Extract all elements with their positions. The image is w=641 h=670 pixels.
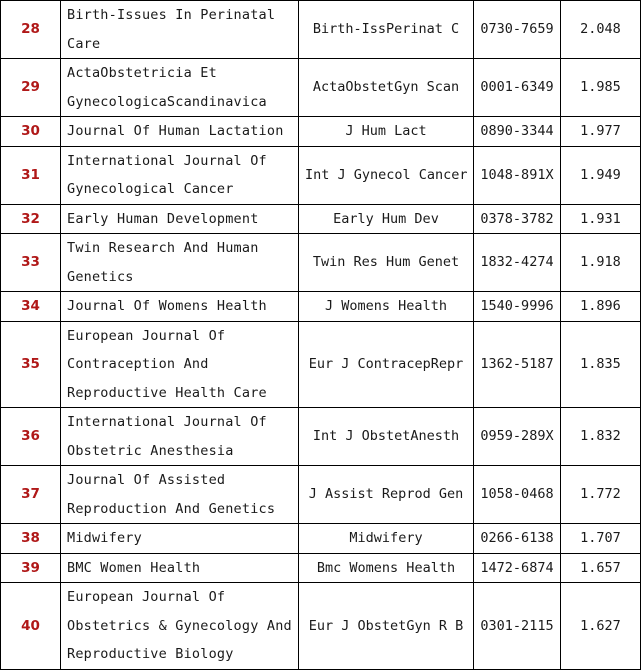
journal-title-text: International Journal Of Obstetric Anesthesia: [67, 414, 267, 459]
issn-cell: 0730-7659: [474, 1, 561, 59]
rank-cell: 31: [1, 146, 61, 204]
table-row: [1, 1, 641, 59]
journal-title-cell: [61, 466, 299, 524]
journal-title-text: Early Human Development: [67, 210, 259, 227]
abbreviation-cell: Int J ObstetAnesth: [299, 408, 474, 466]
issn-cell: 1362-5187: [474, 321, 561, 408]
journal-title-text: ActaObstetricia Et GynecologicaScandinavica: [67, 65, 267, 110]
abbreviation-cell: J Womens Health: [299, 292, 474, 322]
rank-cell: 34: [1, 292, 61, 322]
impact-factor-cell: 1.657: [561, 553, 641, 583]
table-body: [1, 1, 641, 670]
journal-title-text: BMC Women Health: [67, 559, 201, 576]
issn-cell: 1832-4274: [474, 234, 561, 292]
table-row: [1, 583, 641, 670]
impact-factor-cell: 1.627: [561, 583, 641, 670]
table-row: [1, 408, 641, 466]
table-row: [1, 553, 641, 583]
rank-cell: 38: [1, 524, 61, 554]
journal-title-cell: [61, 146, 299, 204]
rank-cell: 30: [1, 117, 61, 147]
abbreviation-cell: Eur J ContracepRepr: [299, 321, 474, 408]
rank-cell: 36: [1, 408, 61, 466]
table-row: [1, 146, 641, 204]
table-row: [1, 234, 641, 292]
impact-factor-cell: 1.977: [561, 117, 641, 147]
abbreviation-cell: Twin Res Hum Genet: [299, 234, 474, 292]
journal-title-cell: [61, 321, 299, 408]
table-row: [1, 524, 641, 554]
rank-cell: 28: [1, 1, 61, 59]
journal-title-text: Journal Of Womens Health: [67, 298, 267, 314]
journal-title-cell: [61, 234, 299, 292]
table-row: [1, 204, 641, 234]
issn-cell: 1048-891X: [474, 146, 561, 204]
rank-cell: 29: [1, 59, 61, 117]
impact-factor-cell: 1.832: [561, 408, 641, 466]
journal-title-text: Twin Research And Human Genetics: [67, 240, 259, 285]
journal-title-text: Journal Of Assisted Reproduction And Genetics: [67, 472, 276, 517]
journal-title-text: Midwifery: [67, 530, 142, 546]
impact-factor-cell: 1.707: [561, 524, 641, 554]
issn-cell: 1540-9996: [474, 292, 561, 322]
table-row: [1, 466, 641, 524]
journal-title-cell: [61, 524, 299, 554]
journal-title-cell: [61, 292, 299, 322]
issn-cell: 0378-3782: [474, 204, 561, 234]
journal-title-text: Birth-Issues In Perinatal Care: [67, 7, 276, 52]
abbreviation-cell: Eur J ObstetGyn R B: [299, 583, 474, 670]
rank-cell: 32: [1, 204, 61, 234]
abbreviation-cell: ActaObstetGyn Scan: [299, 59, 474, 117]
issn-cell: 1472-6874: [474, 553, 561, 583]
issn-cell: 0890-3344: [474, 117, 561, 147]
journal-title-text: International Journal Of Gynecological Cancer: [67, 152, 267, 197]
journal-title-text: Journal Of Human Lactation: [67, 123, 284, 139]
impact-factor-cell: 1.918: [561, 234, 641, 292]
abbreviation-cell: Bmc Womens Health: [299, 553, 474, 583]
table-row: [1, 117, 641, 147]
journal-title-text: European Journal Of Obstetrics & Gynecology And Reproductive Biology: [67, 589, 292, 662]
journal-title-cell: [61, 408, 299, 466]
impact-factor-cell: 1.985: [561, 59, 641, 117]
impact-factor-cell: 1.772: [561, 466, 641, 524]
abbreviation-cell: Birth-IssPerinat C: [299, 1, 474, 59]
abbreviation-cell: Early Hum Dev: [299, 204, 474, 234]
abbreviation-cell: J Hum Lact: [299, 117, 474, 147]
journal-title-cell: [61, 117, 299, 147]
issn-cell: 0266-6138: [474, 524, 561, 554]
rank-cell: 33: [1, 234, 61, 292]
journal-title-text: European Journal Of Contraception And Reproductive Health Care: [67, 327, 267, 401]
impact-factor-cell: 1.835: [561, 321, 641, 408]
rank-cell: 40: [1, 583, 61, 670]
rank-cell: 39: [1, 553, 61, 583]
journal-title-cell: [61, 59, 299, 117]
impact-factor-cell: 2.048: [561, 1, 641, 59]
table-row: [1, 59, 641, 117]
rank-cell: 35: [1, 321, 61, 408]
issn-cell: 0001-6349: [474, 59, 561, 117]
impact-factor-cell: 1.949: [561, 146, 641, 204]
table-row: [1, 321, 641, 408]
abbreviation-cell: Midwifery: [299, 524, 474, 554]
abbreviation-cell: Int J Gynecol Cancer: [299, 146, 474, 204]
impact-factor-cell: 1.896: [561, 292, 641, 322]
journal-title-cell: [61, 1, 299, 59]
impact-factor-cell: 1.931: [561, 204, 641, 234]
issn-cell: 1058-0468: [474, 466, 561, 524]
issn-cell: 0301-2115: [474, 583, 561, 670]
rank-cell: 37: [1, 466, 61, 524]
table-row: [1, 292, 641, 322]
journal-title-cell: [61, 553, 299, 583]
journal-title-cell: [61, 583, 299, 670]
abbreviation-cell: J Assist Reprod Gen: [299, 466, 474, 524]
issn-cell: 0959-289X: [474, 408, 561, 466]
journal-title-cell: [61, 204, 299, 234]
